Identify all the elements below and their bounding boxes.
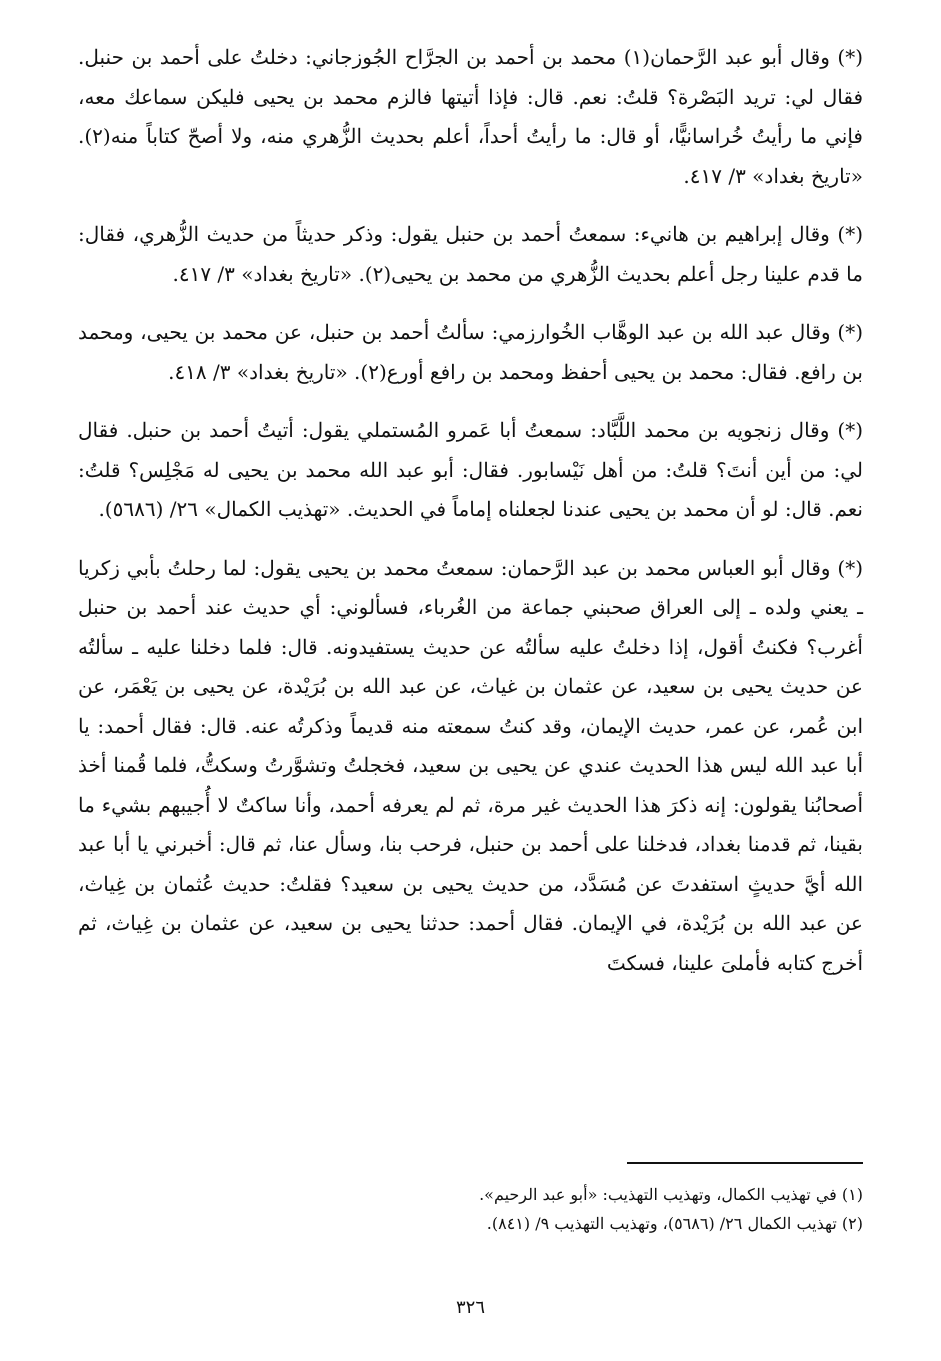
footnote-1: (١) في تهذيب الكمال، وتهذيب التهذيب: «أبو عبد الرحيم». xyxy=(479,1185,863,1204)
footnote-separator xyxy=(627,1162,863,1164)
paragraph-4: (*) وقال زنجويه بن محمد اللَّبَّاد: سمعتُ أبا عَمرو المُستملي يقول: أتيتُ أحمد بن حنبل. فقال لي: من أين أنتَ؟ قلتُ: من أهل نَيْسابور. فقال: أبو عبد الله محمد بن يحيى له مَجْلِس؟ قلتُ: نعم. قال: لو أن محمد بن يحيى عندنا لجعلناه إماماً في الحديث. «تهذيب الكمال» ٢٦/ (٥٦٨٦). xyxy=(78,418,863,521)
paragraph-2: (*) وقال إبراهيم بن هانيء: سمعتُ أحمد بن حنبل يقول: وذكر حديثاً من حديث الزُّهري، فقال: ما قدم علينا رجل أعلم بحديث الزُّهري من محمد بن يحيى(٢). «تاريخ بغداد» ٣/ ٤١٧. xyxy=(78,222,863,286)
paragraph-5: (*) وقال أبو العباس محمد بن عبد الرَّحمان: سمعتُ محمد بن يحيى يقول: لما رحلتُ بأبي زكريا ـ يعني ولده ـ إلى العراق صحبني جماعة من الغُرباء، فسألوني: أي حديث عند أحمد بن حنبل أغرب؟ فكنتُ أقول، إذا دخلتُ عليه سألتُه عن حديث يستفيدونه. قال: فلما دخلنا عليه ـ سألتُه عن حديث يحيى بن سعيد، عن عثمان بن غياث، عن عبد الله بن بُرَيْدة، عن يحيى بن يَعْمَر، عن ابن عُمر، عن عمر، حديث الإيمان، وقد كنتُ سمعته منه قديماً وذكرتُه عنه. قال: فقال أحمد: يا أبا عبد الله ليس هذا الحديث عندي عن يحيى بن سعيد، فخجلتُ وتشوَّرتُ وسكتُّ، فلما قُمنا أخذ أصحابُنا يقولون: إنه ذكرَ هذا الحديث غير مرة، ثم لم يعرفه أحمد، وأنا ساكتٌ لا أُجيبهم بشيء ما بقينا، ثم قدمنا بغداد، فدخلنا على أحمد بن حنبل، فرحب بنا، وسأل عنا، ثم قال: أخبرني يا أبا عبد الله أيَّ حديثٍ استفدتَ عن مُسَدَّد، من حديث يحيى بن سعيد؟ فقلتُ: حديث عُثمان بن غِياث، عن عبد الله بن بُرَيْدة، في الإيمان. فقال أحمد: حدثنا يحيى بن سعيد، عن عثمان بن غِياث، ثم أخرج كتابه فأملىَ علينا، فسكتَ xyxy=(78,555,863,975)
footnote-2: (٢) تهذيب الكمال ٢٦/ (٥٦٨٦)، وتهذيب التهذيب ٩/ (٨٤١). xyxy=(486,1214,863,1233)
page-number: ٣٢٦ xyxy=(455,1297,485,1318)
paragraph-3: (*) وقال عبد الله بن عبد الوهَّاب الخُوارزمي: سألتُ أحمد بن حنبل، عن محمد بن يحيى، ومحمد بن رافع. فقال: محمد بن يحيى أحفظ ومحمد بن رافع أورع(٢). «تاريخ بغداد» ٣/ ٤١٨. xyxy=(78,320,863,384)
paragraph-1: (*) وقال أبو عبد الرَّحمان(١) محمد بن أحمد بن الجرَّاح الجُوزجاني: دخلتُ على أحمد بن حنبل. فقال لي: تريد البَصْرة؟ قلتُ: نعم. قال: فإذا أتيتها فالزم محمد بن يحيى فليكن سماعك معه، فإني ما رأيتُ خُراسانيًّا، أو قال: ما رأيتُ أحداً، أعلم بحديث الزُّهري منه، ولا أصحّ كتاباً منه(٢). «تاريخ بغداد» ٣/ ٤١٧. xyxy=(78,45,863,188)
footnotes xyxy=(78,1180,863,1238)
